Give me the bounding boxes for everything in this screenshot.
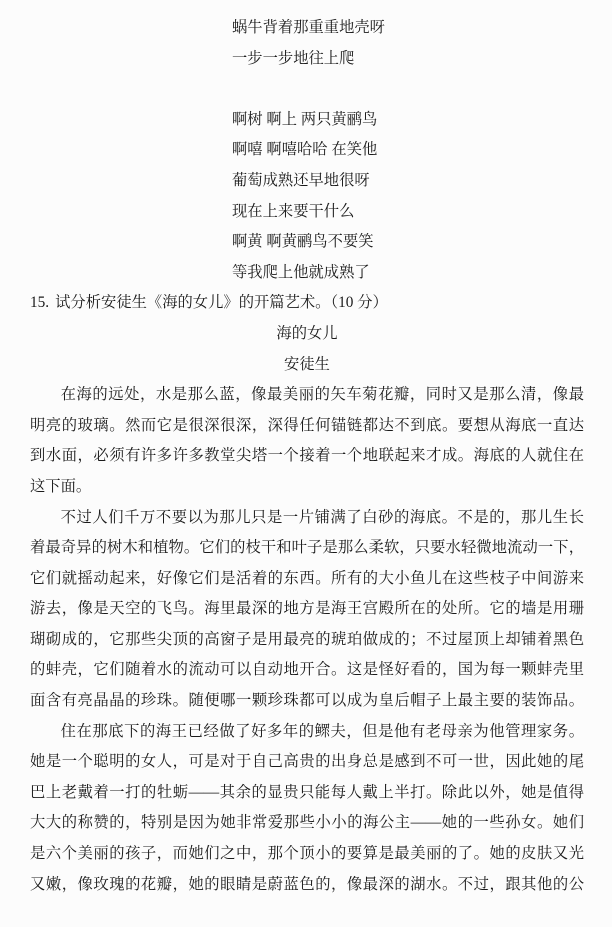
exam-question [30, 288, 584, 319]
text-line: 在海的远处，水是那么蓝，像最美丽的矢车菊花瓣，同时又是那么清，像最 [60, 386, 584, 404]
story-title: 海的女儿 [276, 324, 338, 342]
lyric-line: 蜗牛背着那重重地壳呀 [232, 19, 385, 36]
song-lyrics [30, 13, 584, 288]
text-line: 是六个美丽的孩子，而她们之中，那个顶小的要算是最美丽的了。她的皮肤又光 [30, 845, 584, 863]
text-line: 不过人们千万不要以为那儿只是一片铺满了白砂的海底。不是的，那儿生长 [60, 508, 584, 526]
text-line: 的蚌壳，它们随着水的流动可以自动地开合。这是怪好看的，国为每一颗蚌壳里 [30, 661, 584, 679]
question-number: 15. [30, 294, 50, 312]
question-text: 试分析安徒生《海的女儿》的开篇艺术。（10 分） [55, 294, 388, 312]
lyric-line: 啊黄 啊黄鹂鸟不要笑 [232, 233, 374, 251]
text-line: 明亮的玻璃。然而它是很深很深，深得任何锚链都达不到底。要想从海底一直达 [30, 416, 584, 434]
lyrics-stanza-1 [30, 13, 584, 74]
lyrics-stanza-2 [30, 105, 584, 289]
text-line: 它们就摇动起来，好像它们是活着的东西。所有的大小鱼儿在这些枝子中间游来 [30, 569, 584, 587]
lyric-line: 啊嘻 啊嘻哈哈 在笑他 [232, 141, 378, 159]
blank-line [30, 74, 584, 105]
text-line: 又嫩，像玫瑰的花瓣，她的眼睛是蔚蓝色的，像最深的湖水。不过，跟其他的公 [30, 875, 584, 893]
text-line: 大大的称赞的，特别是因为她非常爱那些小小的海公主——她的一些孙女。她们 [30, 814, 584, 832]
lyric-line: 等我爬上他就成熟了 [232, 263, 370, 281]
text-line: 到水面，必须有许多许多教堂尖塔一个接着一个地联起来才成。海底的人就住在 [30, 447, 584, 465]
lyric-line: 一步一步地往上爬 [232, 49, 355, 67]
text-line: 住在那底下的海王已经做了好多年的鳏夫，但是他有老母亲为他管理家务。 [60, 722, 584, 740]
text-line: 瑚砌成的，它那些尖顶的高窗子是用最亮的琥珀做成的；不过屋顶上却铺着黑色 [30, 630, 584, 648]
story-paragraph-1 [30, 380, 584, 502]
story-paragraph-3 [30, 717, 584, 901]
lyric-line: 葡萄成熟还早地很呀 [232, 171, 370, 189]
text-line: 面含有亮晶晶的珍珠。随便哪一颗珍珠都可以成为皇后帽子上最主要的装饰品。 [30, 692, 584, 710]
text-line: 巴上老戴着一打的牡蛎——其余的显贵只能每人戴上半打。除此以外，她是值得 [30, 783, 584, 801]
story-paragraph-2 [30, 503, 584, 717]
text-line: 游去，像是天空的飞鸟。海里最深的地方是海王宫殿所在的处所。它的墙是用珊 [30, 600, 584, 618]
text-line: 她是一个聪明的女人，可是对于自己高贵的出身总是感到不可一世，因此她的尾 [30, 753, 584, 771]
lyric-line: 啊树 啊上 两只黄鹂鸟 [232, 110, 378, 128]
text-line: 着最奇异的树木和植物。它们的枝干和叶子是那么柔软，只要水轻微地流动一下， [30, 539, 584, 557]
text-line: 这下面。 [30, 477, 92, 495]
lyric-line: 现在上来要干什么 [232, 202, 355, 220]
story-author: 安徒生 [284, 355, 330, 373]
